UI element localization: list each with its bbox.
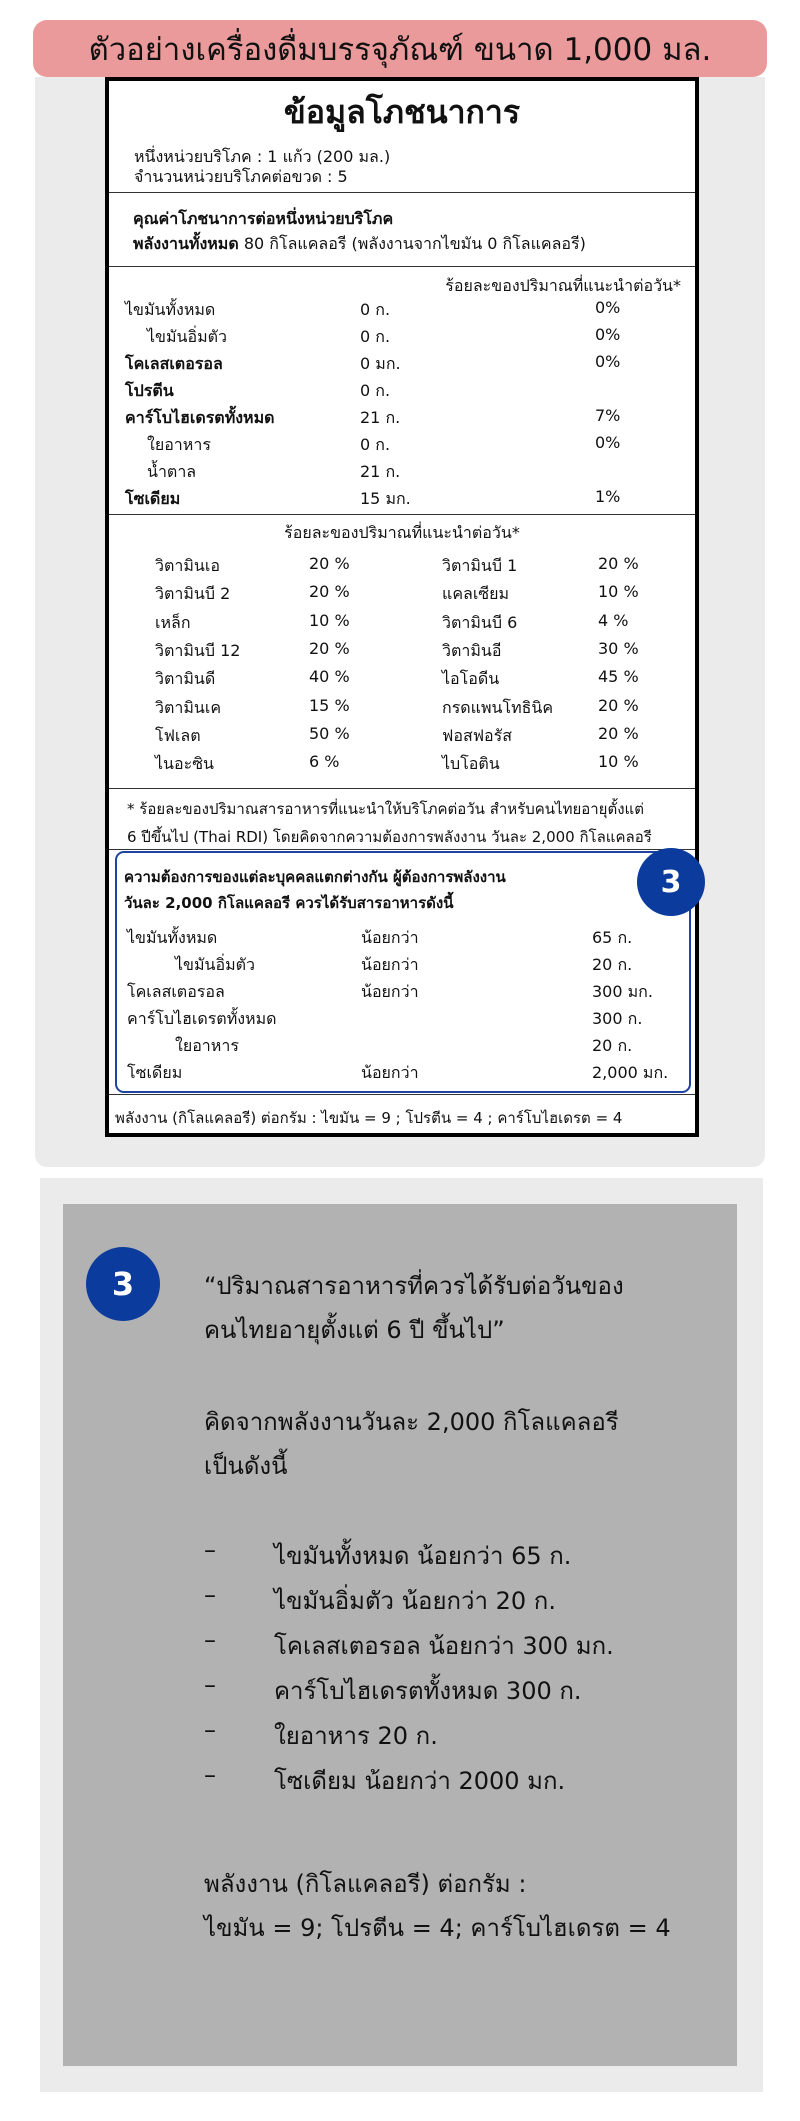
nutrient-amount: 21 ก.: [360, 462, 401, 481]
needs-line-1: ความต้องการของแต่ละบุคคลแตกต่างกัน ผู้ต้องการพลังงาน: [124, 868, 506, 886]
vitamin-name: วิตามินเอ: [155, 556, 220, 575]
vitamin-name: เหล็ก: [155, 612, 191, 632]
bullet-dash: –: [204, 1536, 216, 1564]
nutrient-dv: 0%: [595, 433, 621, 452]
nutrient-amount: 0 ก.: [360, 327, 391, 346]
requirement-name: โซเดียม: [127, 1063, 183, 1082]
vitamin-value: 6 %: [309, 752, 340, 772]
requirement-name: ไขมันอิ่มตัว: [175, 955, 255, 974]
bullet-item: ใยอาหาร 20 ก.: [274, 1722, 438, 1750]
vitamin-name: ไบโอติน: [442, 754, 500, 774]
nutrient-name: โปรตีน: [125, 381, 174, 400]
vitamin-value: 20 %: [598, 695, 639, 715]
vitamin-name: วิตามินดี: [155, 669, 216, 689]
vitamin-value: 20 %: [309, 554, 350, 573]
requirement-qualifier: น้อยกว่า: [361, 982, 419, 1001]
divider: [109, 192, 695, 193]
energy-line: [133, 232, 586, 257]
vitamin-name: วิตามินเค: [155, 697, 222, 717]
bullet-item: ไขมันอิ่มตัว น้อยกว่า 20 ก.: [274, 1587, 556, 1615]
vitamin-name: ไอโอดีน: [442, 669, 500, 689]
nutrient-name: โซเดียม: [125, 489, 181, 508]
energy-label: พลังงานทั้งหมด: [133, 234, 239, 253]
bullet-dash: –: [204, 1671, 216, 1699]
divider: [109, 1094, 695, 1095]
vitamin-value: 4 %: [598, 610, 629, 630]
energy-value: 80 กิโลแคลอรี (พลังงานจากไขมัน 0 กิโลแคลอรี): [243, 234, 586, 253]
nutrient-amount: 21 ก.: [360, 408, 401, 427]
step-badge: [637, 848, 705, 916]
nutrient-amount: 0 มก.: [360, 354, 401, 373]
intro-line-1: คิดจากพลังงานวันละ 2,000 กิโลแคลอรี: [204, 1408, 619, 1436]
energy-values: ไขมัน = 9; โปรตีน = 4; คาร์โบไฮเดรต = 4: [204, 1914, 671, 1942]
divider: [109, 849, 695, 850]
vitamin-value: 10 %: [598, 582, 639, 602]
vitamin-name: แคลเซียม: [442, 584, 510, 604]
bullet-item: ไขมันทั้งหมด น้อยกว่า 65 ก.: [274, 1542, 572, 1570]
nutrient-name: คาร์โบไฮเดรตทั้งหมด: [125, 408, 275, 427]
bullet-dash: –: [204, 1761, 216, 1789]
serving-size: หนึ่งหน่วยบริโภค : 1 แก้ว (200 มล.): [134, 147, 391, 166]
vitamin-name: วิตามินบี 1: [442, 556, 518, 575]
requirement-name: โคเลสเตอรอล: [127, 982, 225, 1001]
footnote-line-2: 6 ปีขึ้นไป (Thai RDI) โดยคิดจากความต้องการพลังงาน วันละ 2,000 กิโลแคลอรี: [127, 828, 652, 846]
requirement-qualifier: น้อยกว่า: [361, 928, 419, 947]
page-title: ตัวอย่างเครื่องดื่มบรรจุภัณฑ์ ขนาด 1,000 มล.: [88, 31, 712, 68]
nutrient-dv: 0%: [595, 352, 621, 371]
vitamin-header: ร้อยละของปริมาณที่แนะนำต่อวัน*: [284, 523, 520, 542]
label-title: ข้อมูลโภชนาการ: [283, 93, 521, 131]
bullet-item: คาร์โบไฮเดรตทั้งหมด 300 ก.: [274, 1677, 582, 1705]
requirement-name: ใยอาหาร: [175, 1036, 239, 1055]
energy-heading: พลังงาน (กิโลแคลอรี) ต่อกรัม :: [204, 1870, 527, 1898]
nutrient-dv: 1%: [595, 487, 621, 506]
nutrient-dv: 0%: [595, 298, 621, 317]
requirement-value: 65 ก.: [592, 928, 633, 947]
vitamin-value: 15 %: [309, 695, 350, 715]
nutrient-amount: 0 ก.: [360, 300, 391, 319]
nutrient-name: โคเลสเตอรอล: [125, 354, 223, 373]
title-banner: [33, 20, 767, 77]
vitamin-value: 20 %: [309, 638, 350, 658]
vitamin-name: กรดแพนโทธินิค: [442, 697, 554, 717]
per-serving-heading: คุณค่าโภชนาการต่อหนึ่งหน่วยบริโภค: [133, 209, 394, 228]
requirement-value: 300 ก.: [592, 1009, 643, 1028]
step-badge-number: 3: [660, 864, 682, 900]
nutrient-amount: 0 ก.: [360, 381, 391, 400]
nutrient-name: ไขมันอิ่มตัว: [147, 327, 227, 346]
vitamin-value: 45 %: [598, 667, 639, 687]
nutrient-name: น้ำตาล: [147, 462, 197, 481]
requirement-name: ไขมันทั้งหมด: [127, 928, 218, 947]
quote-line-2: คนไทยอายุตั้งแต่ 6 ปี ขึ้นไป”: [204, 1316, 505, 1344]
vitamin-value: 50 %: [309, 723, 350, 743]
vitamin-value: 30 %: [598, 638, 639, 658]
servings-per-container: จำนวนหน่วยบริโภคต่อขวด : 5: [134, 167, 348, 186]
bullet-item: โซเดียม น้อยกว่า 2000 มก.: [274, 1767, 566, 1795]
requirement-value: 300 มก.: [592, 982, 653, 1001]
nutrient-amount: 0 ก.: [360, 435, 391, 454]
bullet-dash: –: [204, 1716, 216, 1744]
vitamin-name: ไนอะซิน: [155, 754, 214, 774]
needs-line-2: วันละ 2,000 กิโลแคลอรี ควรได้รับสารอาหารดังนี้: [124, 894, 454, 912]
intro-line-2: เป็นดังนี้: [204, 1452, 288, 1480]
bullet-dash: –: [204, 1581, 216, 1609]
vitamin-value: 40 %: [309, 667, 350, 687]
explanation-card: [63, 1204, 737, 2066]
nutrient-name: ใยอาหาร: [147, 435, 211, 454]
requirement-value: 20 ก.: [592, 955, 633, 974]
divider: [109, 788, 695, 789]
requirement-value: 20 ก.: [592, 1036, 633, 1055]
requirement-value: 2,000 มก.: [592, 1063, 669, 1082]
vitamin-name: วิตามินบี 2: [155, 584, 231, 604]
requirement-qualifier: น้อยกว่า: [361, 955, 419, 974]
vitamin-name: วิตามินอี: [442, 640, 502, 660]
footnote-line-1: * ร้อยละของปริมาณสารอาหารที่แนะนำให้บริโภคต่อวัน สำหรับคนไทยอายุตั้งแต่: [127, 800, 644, 818]
bullet-dash: –: [204, 1626, 216, 1654]
step-badge-large-number: 3: [111, 1265, 135, 1303]
vitamin-name: โฟเลต: [155, 725, 201, 745]
requirement-qualifier: น้อยกว่า: [361, 1063, 419, 1082]
nutrient-dv: 7%: [595, 406, 621, 425]
vitamin-value: 20 %: [598, 554, 639, 573]
divider: [109, 514, 695, 515]
vitamin-value: 20 %: [309, 582, 350, 602]
vitamin-value: 20 %: [598, 723, 639, 743]
nutrient-amount: 15 มก.: [360, 489, 411, 508]
nutrient-name: ไขมันทั้งหมด: [125, 300, 216, 319]
nutrition-label: [105, 77, 699, 1137]
vitamin-value: 10 %: [598, 752, 639, 772]
quote-line-1: “ปริมาณสารอาหารที่ควรได้รับต่อวันของ: [204, 1272, 624, 1300]
vitamin-name: ฟอสฟอรัส: [442, 725, 512, 745]
vitamin-value: 10 %: [309, 610, 350, 630]
nutrient-dv: 0%: [595, 325, 621, 344]
requirement-name: คาร์โบไฮเดรตทั้งหมด: [127, 1009, 277, 1028]
energy-per-gram: พลังงาน (กิโลแคลอรี) ต่อกรัม : ไขมัน = 9 ; โปรตีน = 4 ; คาร์โบไฮเดรต = 4: [115, 1109, 623, 1127]
step-badge-large: [86, 1247, 160, 1321]
dv-header: ร้อยละของปริมาณที่แนะนำต่อวัน*: [445, 276, 681, 295]
bullet-item: โคเลสเตอรอล น้อยกว่า 300 มก.: [274, 1632, 614, 1660]
vitamin-name: วิตามินบี 12: [155, 640, 241, 660]
vitamin-name: วิตามินบี 6: [442, 612, 518, 632]
divider: [109, 266, 695, 267]
